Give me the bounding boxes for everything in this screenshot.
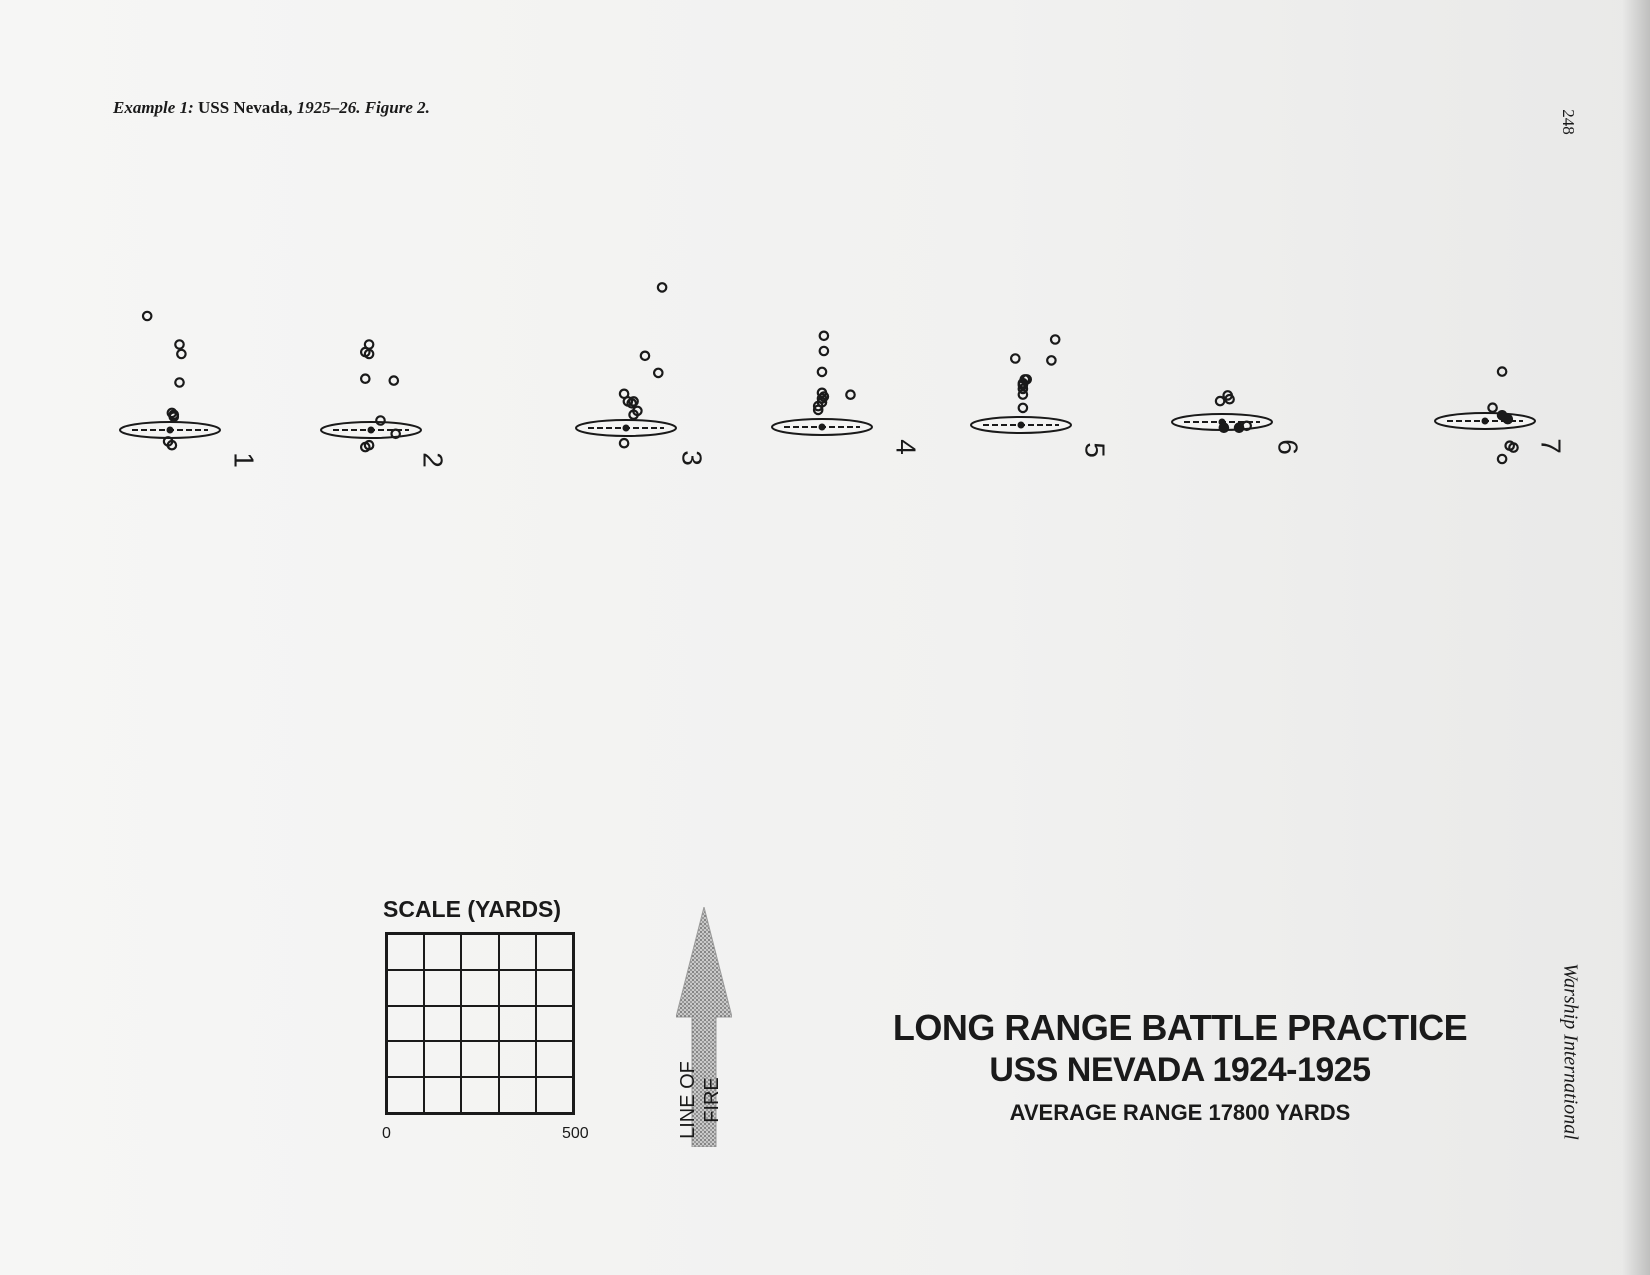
scale-grid-cell xyxy=(536,970,573,1006)
salvo-number-label: 5 xyxy=(1079,442,1111,458)
scale-grid-cell xyxy=(461,1041,498,1077)
scale-grid-cell xyxy=(536,1077,573,1113)
salvo-number-label: 7 xyxy=(1535,438,1567,454)
scale-title: SCALE (YARDS) xyxy=(383,896,562,922)
line-of-fire-line2: FIRE xyxy=(701,1077,723,1123)
salvo-number-label: 1 xyxy=(228,452,260,468)
scale-grid-cell xyxy=(461,970,498,1006)
shot-fall-marker xyxy=(175,378,183,386)
hit-marker xyxy=(1219,423,1229,433)
caption-years: 1925–26. xyxy=(296,98,361,117)
scale-grid-cell xyxy=(424,1006,461,1042)
scale-grid-cell xyxy=(499,1006,536,1042)
shot-fall-marker xyxy=(177,350,185,358)
book-spine-shadow xyxy=(1622,0,1650,1275)
salvo-number-label: 4 xyxy=(890,439,922,455)
shot-fall-marker xyxy=(1498,455,1506,463)
shot-fall-marker xyxy=(175,340,183,348)
hit-marker xyxy=(1234,423,1244,433)
line-of-fire-line1: LINE OF xyxy=(677,1061,699,1139)
target-ship-center-mark xyxy=(368,427,375,434)
scale-grid-cell xyxy=(461,1006,498,1042)
salvo-number-label: 2 xyxy=(417,452,449,468)
shot-fall-marker xyxy=(658,283,666,291)
shot-fall-marker xyxy=(361,375,369,383)
shot-fall-marker xyxy=(620,439,628,447)
scale-grid-cell xyxy=(536,934,573,970)
salvo-number-label: 6 xyxy=(1272,439,1304,455)
target-ship-center-mark xyxy=(623,425,630,432)
scale-grid-cell xyxy=(424,1077,461,1113)
target-ship-center-mark xyxy=(167,427,174,434)
shot-fall-marker xyxy=(1047,356,1055,364)
average-range: AVERAGE RANGE 17800 YARDS xyxy=(1009,1100,1351,1125)
shot-fall-marker xyxy=(1498,367,1506,375)
scale-grid-cell xyxy=(424,934,461,970)
shot-fall-marker xyxy=(820,347,828,355)
shot-fall-marker xyxy=(1488,404,1496,412)
caption-figure: Figure 2. xyxy=(364,98,430,117)
scale-grid-cell xyxy=(499,970,536,1006)
scale-grid-cell xyxy=(387,970,424,1006)
caption-example: Example 1: xyxy=(113,98,194,117)
scale-grid-cell xyxy=(536,1041,573,1077)
scale-grid-cell xyxy=(387,1006,424,1042)
salvo-number-label: 3 xyxy=(676,450,708,466)
shot-fall-marker xyxy=(641,352,649,360)
target-ship-center-mark xyxy=(819,424,826,431)
shot-fall-marker xyxy=(1216,397,1224,405)
page-number: 248 xyxy=(1558,109,1578,135)
shot-fall-marker xyxy=(654,369,662,377)
scale-grid xyxy=(385,932,575,1115)
line-of-fire-label xyxy=(676,1035,726,1165)
shot-fall-marker xyxy=(1019,390,1027,398)
shot-fall-marker xyxy=(818,368,826,376)
scale-grid-cell xyxy=(387,1041,424,1077)
scale-grid-cell xyxy=(536,1006,573,1042)
sub-title: USS NEVADA 1924-1925 xyxy=(989,1051,1371,1089)
journal-name: Warship International xyxy=(1559,963,1582,1140)
title-block xyxy=(860,1008,1500,1126)
shot-fall-marker xyxy=(1051,335,1059,343)
scale-grid-cell xyxy=(424,1041,461,1077)
scale-grid-cell xyxy=(499,934,536,970)
scale-grid-cell xyxy=(387,934,424,970)
target-ship-center-mark xyxy=(1482,418,1489,425)
shot-fall-marker xyxy=(820,332,828,340)
shot-fall-marker xyxy=(390,376,398,384)
scale-grid-cell xyxy=(461,1077,498,1113)
scale-min-label: 0 xyxy=(382,1125,391,1142)
shot-fall-marker xyxy=(1011,354,1019,362)
shot-fall-marker xyxy=(846,391,854,399)
scale-grid-cell xyxy=(499,1077,536,1113)
shot-fall-marker xyxy=(1019,404,1027,412)
scale-grid-cell xyxy=(387,1077,424,1113)
scale-grid-cell xyxy=(424,970,461,1006)
target-ship-center-mark xyxy=(1018,422,1025,429)
main-title: LONG RANGE BATTLE PRACTICE xyxy=(892,1007,1468,1048)
hit-marker xyxy=(1503,414,1513,424)
shot-fall-marker xyxy=(143,312,151,320)
caption-ship: USS Nevada, xyxy=(198,98,293,117)
scale-grid-cell xyxy=(461,934,498,970)
scale-grid-cell xyxy=(499,1041,536,1077)
scale-max-label: 500 xyxy=(562,1125,589,1142)
